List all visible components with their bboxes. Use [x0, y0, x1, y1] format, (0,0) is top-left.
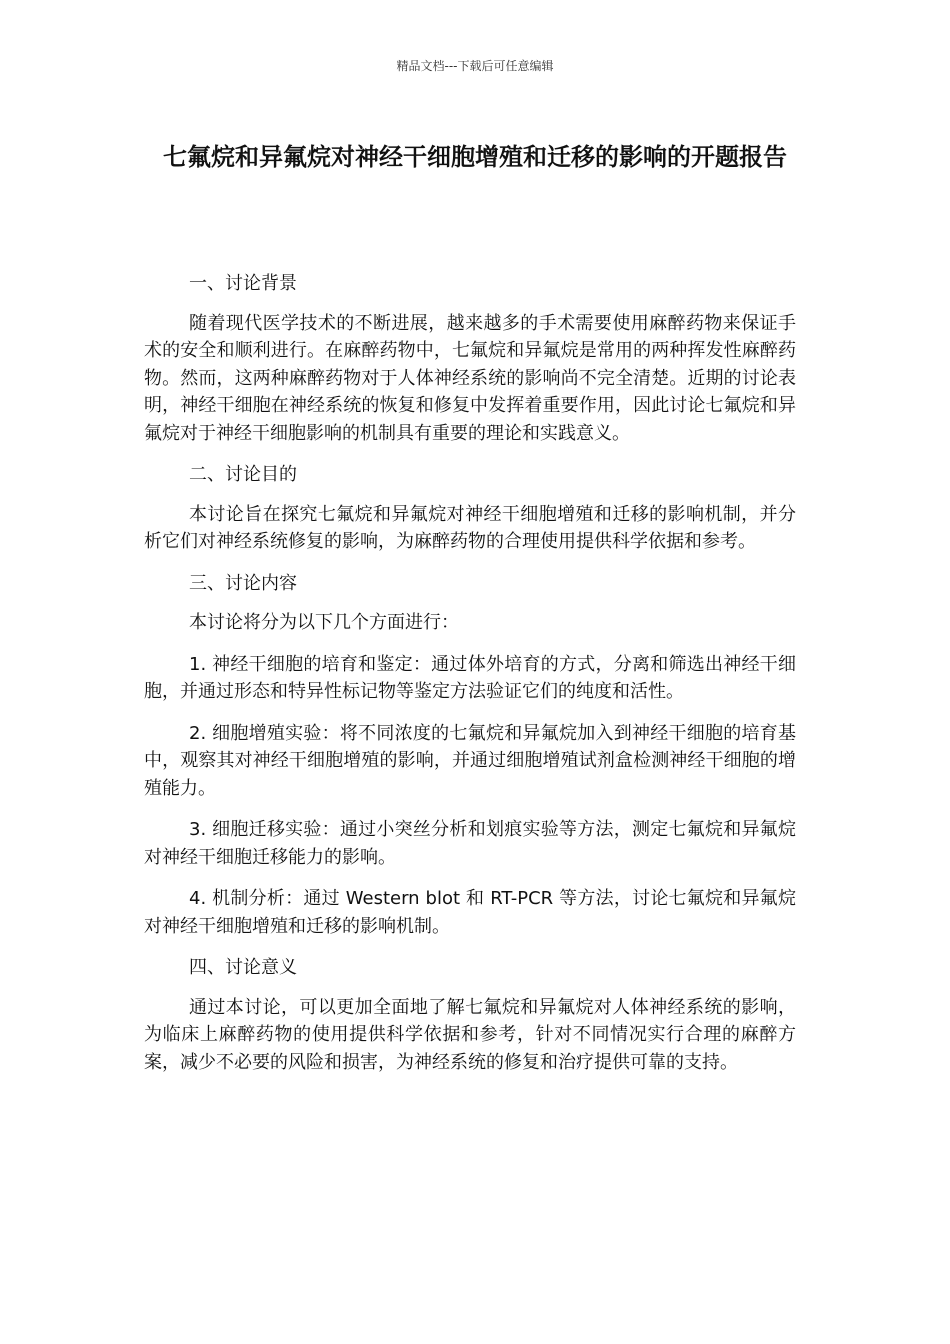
section-heading-background: 一、讨论背景	[189, 273, 297, 294]
paragraph-significance: 通过本讨论，可以更加全面地了解七氟烷和异氟烷对人体神经系统的影响，为临床上麻醉药物的使用提供科学依据和参考，针对不同情况实行合理的麻醉方案，减少不必要的风险和损害，为神经系统的修复和治疗提供可靠的支持。	[144, 996, 796, 1073]
paragraph-content-item-3: 3. 细胞迁移实验：通过小突丝分析和划痕实验等方法，测定七氟烷和异氟烷对神经干细胞迁移能力的影响。	[144, 819, 796, 868]
paragraph-content-item-4: 4. 机制分析：通过 Western blot 和 RT-PCR 等方法，讨论七氟烷和异氟烷对神经干细胞增殖和迁移的影响机制。	[144, 888, 796, 937]
paragraph-content-intro: 本讨论将分为以下几个方面进行：	[189, 612, 459, 633]
document-title: 七氟烷和异氟烷对神经干细胞增殖和迁移的影响的开题报告	[163, 143, 787, 171]
section-heading-content: 三、讨论内容	[189, 572, 297, 594]
paragraph-content-item-2: 2. 细胞增殖实验：将不同浓度的七氟烷和异氟烷加入到神经干细胞的培育基中，观察其对神经干细胞增殖的影响，并通过细胞增殖试剂盒检测神经干细胞的增殖能力。	[144, 722, 796, 799]
paragraph-background: 随着现代医学技术的不断进展，越来越多的手术需要使用麻醉药物来保证手术的安全和顺利进行。在麻醉药物中，七氟烷和异氟烷是常用的两种挥发性麻醉药物。然而，这两种麻醉药物对于人体神经系统的影响尚不完全清楚。近期的讨论表明，神经干细胞在神经系统的恢复和修复中发挥着重要作用，因此讨论七氟烷和异氟烷对于神经干细胞影响的机制具有重要的理论和实践意义。	[144, 312, 796, 444]
document-body	[144, 270, 796, 1090]
section-heading-purpose: 二、讨论目的	[189, 464, 297, 485]
paragraph-purpose: 本讨论旨在探究七氟烷和异氟烷对神经干细胞增殖和迁移的影响机制，并分析它们对神经系统修复的影响，为麻醉药物的合理使用提供科学依据和参考。	[144, 503, 796, 552]
paragraph-content-item-1: 1. 神经干细胞的培育和鉴定：通过体外培育的方式，分离和筛选出神经干细胞，并通过形态和特异性标记物等鉴定方法验证它们的纯度和活性。	[144, 653, 796, 702]
page-header: 精品文档---下载后可任意编辑	[396, 59, 554, 73]
section-heading-significance: 四、讨论意义	[189, 957, 297, 978]
